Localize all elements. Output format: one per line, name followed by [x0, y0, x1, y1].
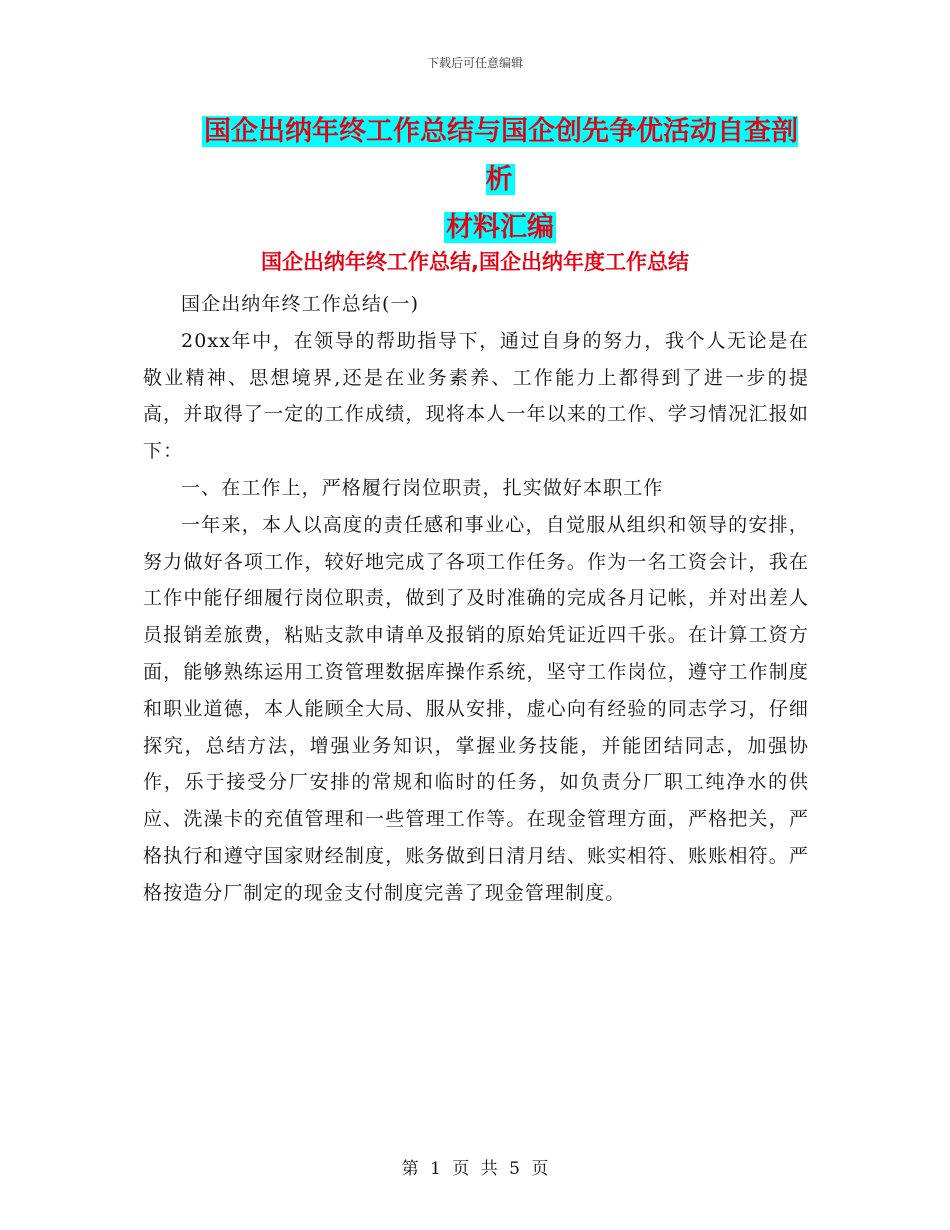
paragraph: 20xx年中，在领导的帮助指导下，通过自身的努力，我个人无论是在敬业精神、思想境界,还是在业务素养、工作能力上都得到了进一步的提高，并取得了一定的工作成绩，现将本人一年以来的工作、学习情况汇报如下： [143, 329, 809, 463]
body-text [143, 286, 809, 912]
title-highlight-1: 国企出纳年终工作总结与国企创先争优活动自查剖析 [204, 116, 798, 195]
page-number-footer: 第 1 页 共 5 页 [401, 1159, 549, 1179]
paragraph: 一年来，本人以高度的责任感和事业心，自觉服从组织和领导的安排，努力做好各项工作，较好地完成了各项工作任务。作为一名工资会计，我在工作中能仔细履行岗位职责，做到了及时准确的完成各月记帐，并对出差人员报销差旅费，粘贴支款申请单及报销的原始凭证近四千张。在计算工资方面，能够熟练运用工资管理数据库操作系统，坚守工作岗位，遵守工作制度和职业道德，本人能顾全大局、服从安排，虚心向有经验的同志学习，仔细探究，总结方法，增强业务知识，掌握业务技能，并能团结同志，加强协作，乐于接受分厂安排的常规和临时的任务，如负责分厂职工纯净水的供应、洗澡卡的充值管理和一些管理工作等。在现金管理方面，严格把关，严格执行和遵守国家财经制度，账务做到日清月结、账实相符、账账相符。严格按造分厂制定的现金支付制度完善了现金管理制度。 [143, 513, 809, 904]
document-title [190, 108, 810, 252]
document-title-line-1 [190, 108, 810, 204]
paragraph-subtitle: 国企出纳年终工作总结(一) [181, 293, 420, 315]
header-note: 下载后可任意编辑 [426, 56, 523, 70]
section-title: 国企出纳年终工作总结,国企出纳年度工作总结 [261, 250, 689, 274]
title-highlight-2: 材料汇编 [446, 212, 554, 243]
document-title-line-2 [190, 204, 810, 252]
paragraph-heading: 一、在工作上，严格履行岗位职责，扎实做好本职工作 [181, 476, 664, 499]
